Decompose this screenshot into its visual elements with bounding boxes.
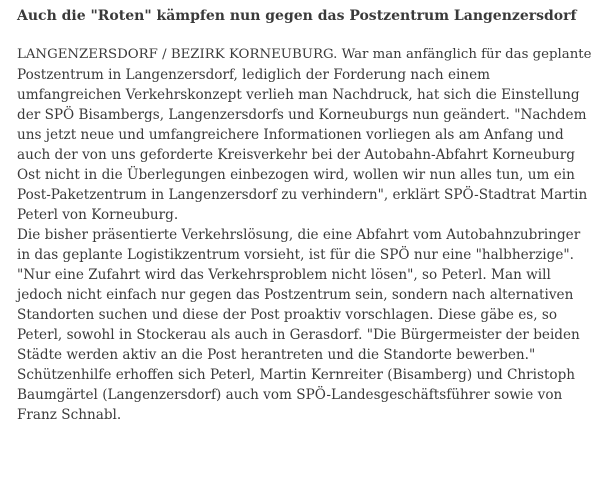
body-line: Standorten suchen und diese der Post proaktiv vorschlagen. Diese gäbe es, so [17, 307, 558, 323]
body-line: Peterl von Korneuburg. [17, 207, 179, 223]
body-line: jedoch nicht einfach nur gegen das Postzentrum sein, sondern nach alternativen [17, 287, 574, 303]
body-line: LANGENZERSDORF / BEZIRK KORNEUBURG. War man anfänglich für das geplante [17, 47, 592, 62]
article-body [17, 45, 592, 425]
body-line: Die bisher präsentierte Verkehrslösung, die eine Abfahrt vom Autobahnzubringer [17, 227, 581, 243]
body-line: in das geplante Logistikzentrum vorsieht, ist für die SPÖ nur eine "halbherzige". [17, 247, 574, 263]
body-line: "Nur eine Zufahrt wird das Verkehrsproblem nicht lösen", so Peterl. Man will [17, 267, 551, 283]
body-line: Franz Schnabl. [17, 407, 122, 423]
body-line: Post-Paketzentrum in Langenzersdorf zu verhindern", erklärt SPÖ-Stadtrat Martin [17, 187, 588, 203]
body-line: Schützenhilfe erhoffen sich Peterl, Martin Kernreiter (Bisamberg) und Christoph [17, 367, 576, 383]
body-line: der SPÖ Bisambergs, Langenzersdorfs und Korneuburgs nun geändert. "Nachdem [17, 107, 587, 123]
article [17, 6, 592, 425]
body-line: uns jetzt neue und umfangreichere Informationen vorliegen als am Anfang und [17, 127, 564, 143]
body-line: umfangreichen Verkehrskonzept verlieh man Nachdruck, hat sich die Einstellung [17, 87, 580, 103]
body-line: auch der von uns geforderte Kreisverkehr bei der Autobahn-Abfahrt Korneuburg [17, 147, 575, 163]
body-line: Postzentrum in Langenzersdorf, lediglich der Forderung nach einem [17, 67, 491, 83]
body-line: Peterl, sowohl in Stockerau als auch in Gerasdorf. "Die Bürgermeister der beiden [17, 327, 580, 343]
body-line: Baumgärtel (Langenzersdorf) auch vom SPÖ-Landesgeschäftsführer sowie von [17, 387, 563, 403]
body-line: Städte werden aktiv an die Post herantreten und die Standorte bewerben." [17, 347, 536, 363]
body-line: Ost nicht in die Überlegungen einbezogen wird, wollen wir nun alles tun, um ein [17, 167, 575, 183]
article-headline: Auch die "Roten" kämpfen nun gegen das Postzentrum Langenzersdorf [17, 8, 577, 24]
